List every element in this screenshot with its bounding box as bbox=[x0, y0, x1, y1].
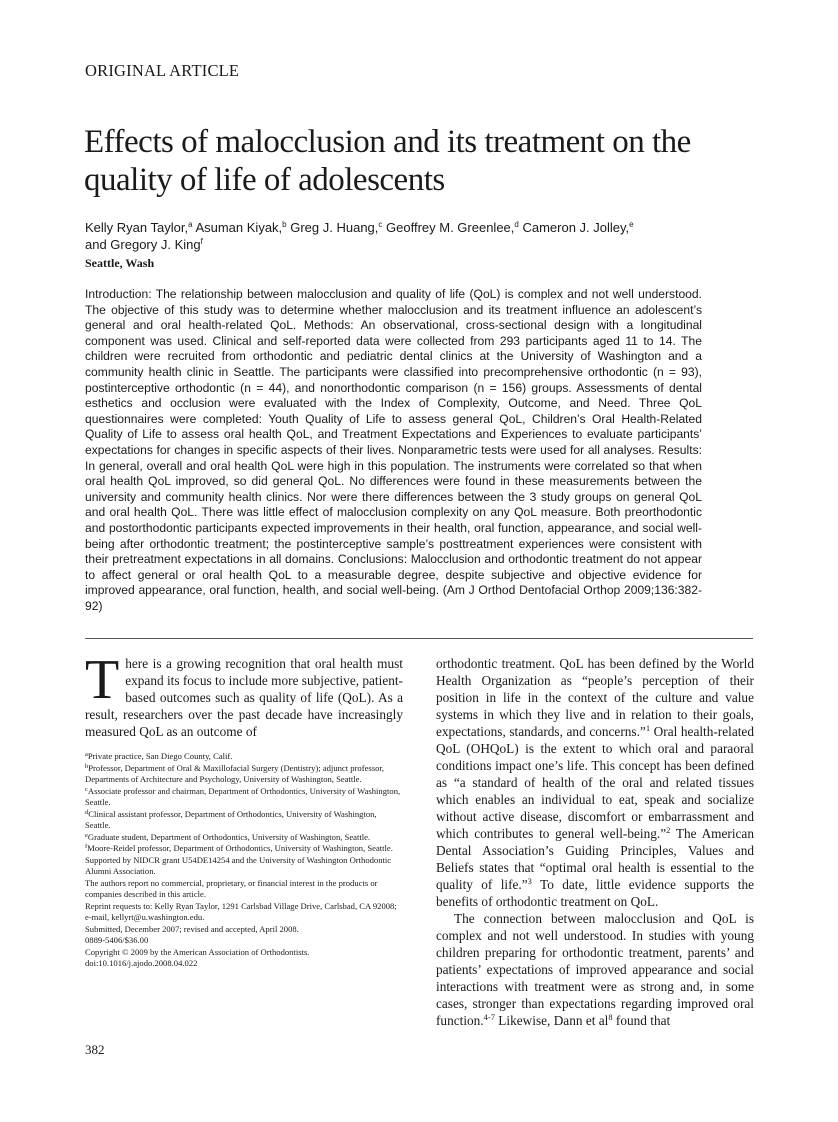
author-affiliation-mark: d bbox=[514, 220, 519, 229]
footnote-mark: e bbox=[85, 831, 88, 839]
footnote-text: doi:10.1016/j.ajodo.2008.04.022 bbox=[85, 958, 198, 968]
author-name: Kelly Ryan Taylor, bbox=[85, 220, 189, 235]
body-text: To date, little evidence supports the benefits of orthodontic treatment on QoL. bbox=[436, 877, 754, 909]
body-column-right bbox=[436, 655, 754, 1029]
footnote bbox=[85, 832, 403, 844]
author-affiliation-mark: e bbox=[629, 220, 634, 229]
author-location: Seattle, Wash bbox=[85, 256, 155, 270]
author-name: and Gregory J. King bbox=[85, 237, 201, 252]
footnote bbox=[85, 947, 403, 959]
body-text: found that bbox=[612, 1013, 671, 1028]
footnote-mark: c bbox=[85, 785, 88, 793]
body-paragraph bbox=[85, 649, 403, 740]
footnote-text: Moore-Reidel professor, Department of Orthodontics, University of Washington, Seattle. bbox=[87, 843, 393, 853]
author-name: Greg J. Huang, bbox=[290, 220, 379, 235]
footnote-mark: d bbox=[85, 808, 89, 816]
page-number: 382 bbox=[85, 1042, 105, 1057]
abstract-text: Introduction: The relationship between malocclusion and quality of life (QoL) is complex and not well understood. The objective of this study was to determine whether malocclusion and its treatment influence an adolescent’s general and oral health-related QoL. Methods: An observational, cross-sectional design with a longitudinal component was used. Clinical and self-reported data were collected from 293 participants aged 11 to 14. The children were recruited from orthodontic and pediatric dental clinics at the University of Washington and a community health clinic in Seattle. The participants were classified into precomprehensive orthodontic (n = 93), postinterceptive orthodontic (n = 44), and nonorthodontic comparison (n = 156) groups. Assessments of dental esthetics and occlusion were evaluated with the Index of Complexity, Outcome, and Need. Three QoL questionnaires were completed: Youth Quality of Life to assess general QoL, Children’s Oral Health-Related Quality of Life to assess oral health QoL, and Treatment Expectations and Experiences to evaluate participants’ expectations for changes in specific aspects of their lives. Nonparametric tests were used for all analyses. Results: In general, overall and oral health QoL were high in this population. The instruments were correlated so that when oral health QoL improved, so did general QoL. No differences were found in these measurements between the university and community health clinics. Nor were there differences between the 3 study groups on general QoL and oral health QoL. There was little effect of malocclusion complexity on any QoL measure. Both preorthodontic and postorthodontic participants expected improvements in their health, oral function, appearance, and social well-being after orthodontic treatment; the postinterceptive sample’s posttreatment experiences were consistent with their pretreatment expectations in all domains. Conclusions: Malocclusion and orthodontic treatment do not appear to affect general or oral health QoL to a measurable degree, despite subjective and objective evidence for improved appearance, oral function, health, and social well-being. (Am J Orthod Dentofacial Orthop 2009;136:382-92) bbox=[85, 287, 702, 613]
footnote bbox=[85, 901, 403, 924]
footnote-text: Professor, Department of Oral & Maxillofacial Surgery (Dentistry); adjunct professor, Departments of Architecture and Psychology, University of Washington, Seattle. bbox=[85, 762, 385, 784]
footnote-text: Associate professor and chairman, Department of Orthodontics, University of Washington, Seattle. bbox=[85, 785, 401, 807]
footnote-text: Reprint requests to: Kelly Ryan Taylor, 1291 Carlsbad Village Drive, Carlsbad, CA 92008; e-mail, kellyrt@u.washington.edu. bbox=[85, 900, 397, 922]
body-paragraph bbox=[436, 655, 754, 910]
footnote bbox=[85, 843, 403, 855]
body-text: The connection between malocclusion and QoL is complex and not well understood. In studies with young children preparing for orthodontic treatment, parents’ and patients’ expectations of improved appearance and social interactions with treatment were as strong and, in some cases, stronger than expectations regarding improved oral function. bbox=[436, 911, 754, 1028]
body-text: Likewise, Dann et al bbox=[494, 1013, 609, 1028]
section-divider bbox=[85, 638, 753, 639]
abstract bbox=[85, 287, 702, 614]
body-text: orthodontic treatment. QoL has been defined by the World Health Organization as “people’s perception of their position in life in the context of the culture and value systems in which they live and in relation to their goals, expectations, standards, and concerns.” bbox=[436, 656, 754, 739]
author-list bbox=[85, 219, 765, 253]
footnote-text: Clinical assistant professor, Department of Orthodontics, University of Washington, Seattle. bbox=[85, 808, 377, 830]
footnote-text: Graduate student, Department of Orthodontics, University of Washington, Seattle. bbox=[87, 831, 371, 842]
author-affiliation-mark: a bbox=[188, 220, 193, 229]
footnote bbox=[85, 935, 403, 947]
citation-ref: 3 bbox=[527, 876, 532, 886]
footnote bbox=[85, 855, 403, 878]
footnotes bbox=[85, 751, 403, 970]
author-affiliation-mark: c bbox=[378, 220, 383, 229]
author-name: Geoffrey M. Greenlee, bbox=[386, 220, 515, 235]
footnote-text: The authors report no commercial, proprietary, or financial interest in the products or companies described in this article. bbox=[85, 877, 378, 899]
citation-ref: 2 bbox=[666, 825, 671, 835]
article-type-label: ORIGINAL ARTICLE bbox=[85, 61, 240, 80]
footnote bbox=[85, 924, 403, 936]
author-affiliation-mark: f bbox=[200, 237, 203, 246]
footnote bbox=[85, 958, 403, 970]
footnote-mark: f bbox=[85, 843, 88, 850]
body-column-left bbox=[85, 649, 403, 740]
footnote-text: Private practice, San Diego County, Calif. bbox=[87, 751, 233, 761]
body-text: here is a growing recognition that oral health must expand its focus to include more subjective, patient-based outcomes such as quality of life (QoL). As a result, researchers over the past decade have increasingly measured QoL as an outcome of bbox=[85, 656, 403, 739]
author-name: Asuman Kiyak, bbox=[195, 220, 283, 235]
footnote bbox=[85, 751, 403, 763]
citation-ref: 4-7 bbox=[483, 1012, 495, 1022]
body-text: The American Dental Association’s Guiding Principles, Values and Beliefs states that “optimal oral health is essential to the quality of life.” bbox=[436, 826, 754, 892]
footnote-text: 0889-5406/$36.00 bbox=[85, 935, 149, 945]
footnote-text: Copyright © 2009 by the American Association of Orthodontists. bbox=[85, 946, 310, 957]
author-name: Cameron J. Jolley, bbox=[522, 220, 630, 235]
footnote bbox=[85, 786, 403, 809]
body-paragraph bbox=[436, 910, 754, 1029]
footnote-mark: b bbox=[85, 762, 89, 770]
footnote bbox=[85, 809, 403, 832]
footnote-text: Supported by NIDCR grant U54DE14254 and the University of Washington Orthodontic Alumni Association. bbox=[85, 854, 392, 876]
footnote bbox=[85, 878, 403, 901]
article-title: Effects of malocclusion and its treatment on the quality of life of adolescents bbox=[84, 124, 691, 198]
citation-ref: 8 bbox=[608, 1012, 613, 1022]
drop-cap: T bbox=[85, 649, 120, 711]
citation-ref: 1 bbox=[645, 723, 651, 733]
footnote bbox=[85, 763, 403, 786]
footnote-text: Submitted, December 2007; revised and accepted, April 2008. bbox=[85, 923, 299, 934]
author-affiliation-mark: b bbox=[282, 220, 287, 229]
body-text: Oral health-related QoL (OHQoL) is the extent to which oral and paraoral conditions impact one’s life. This concept has been defined as “a standard of health of the oral and related tissues which enables an individual to eat, speak and socialize without active disease, discomfort or embarrassment and which contributes to general well-being.” bbox=[436, 724, 754, 841]
footnote-mark: a bbox=[85, 751, 88, 758]
